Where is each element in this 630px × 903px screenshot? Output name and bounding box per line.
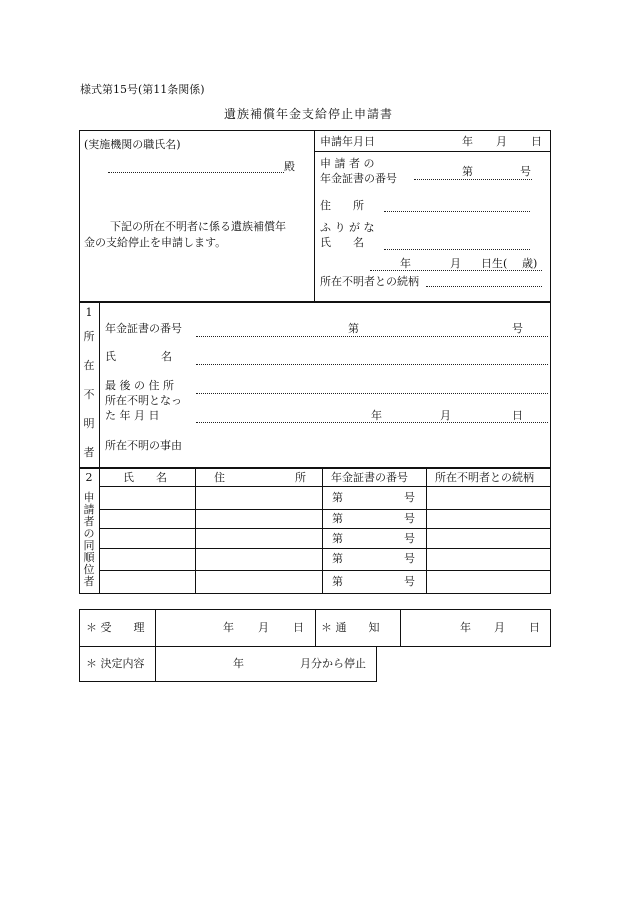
applicants-section-char-1: 申 xyxy=(83,491,95,504)
receipt-year: 年 xyxy=(223,621,234,634)
birth-suffix: 日生( xyxy=(481,257,508,270)
birth-year: 年 xyxy=(400,257,411,270)
missing-section-char-2: 在 xyxy=(83,359,95,372)
application-date-day: 日 xyxy=(531,135,542,148)
top-section xyxy=(79,130,551,302)
furigana-label: ふ り が な xyxy=(320,221,375,234)
relation-field[interactable] xyxy=(426,286,542,287)
missing-cert-field[interactable] xyxy=(196,336,548,337)
missing-name-label: 氏 名 xyxy=(105,350,175,363)
decision-label: ＊ 決定内容 xyxy=(86,657,145,670)
missing-section-char-5: 者 xyxy=(83,446,95,459)
receipt-month: 月 xyxy=(258,621,269,634)
notice-year: 年 xyxy=(460,621,471,634)
col-header-cert: 年金証書の番号 xyxy=(331,471,408,484)
row4-cert-dai: 第 xyxy=(332,552,343,565)
notice-day: 日 xyxy=(529,621,540,634)
missing-name-field[interactable] xyxy=(196,364,548,365)
missing-cert-label: 年金証書の番号 xyxy=(105,322,182,335)
row2-cert-dai: 第 xyxy=(332,512,343,525)
row3-cert-go: 号 xyxy=(404,532,415,545)
col-header-address-left: 住 xyxy=(214,471,225,484)
applicants-section-char-3: 者 xyxy=(83,515,95,528)
missing-date-label-line2: た 年 月 日 xyxy=(105,409,160,422)
missing-date-month: 月 xyxy=(440,409,451,422)
notice-month: 月 xyxy=(494,621,505,634)
age-suffix: 歳) xyxy=(522,257,538,270)
col-header-address-right: 所 xyxy=(295,471,306,484)
top-divider xyxy=(314,130,315,302)
agency-label: (実施機関の職氏名) xyxy=(84,138,181,151)
applicant-cert-label-line1: 申 請 者 の xyxy=(320,157,375,170)
applicant-address-label: 住 所 xyxy=(320,199,364,212)
relation-label: 所在不明者との続柄 xyxy=(320,275,419,288)
birth-date-field[interactable] xyxy=(370,270,542,271)
applicants-section-char-4: の xyxy=(83,527,95,540)
missing-reason-label: 所在不明の事由 xyxy=(105,439,182,452)
applicants-section-char-7: 位 xyxy=(83,563,95,576)
row1-cert-go: 号 xyxy=(404,491,415,504)
applicants-section-char-6: 順 xyxy=(83,551,95,564)
applicant-name-label: 氏 名 xyxy=(320,236,364,249)
application-date-month: 月 xyxy=(496,135,507,148)
missing-cert-dai: 第 xyxy=(348,322,359,335)
birth-month: 月 xyxy=(450,257,461,270)
applicants-section-number: 2 xyxy=(85,471,93,484)
form-number: 様式第15号(第11条関係) xyxy=(80,83,205,96)
row1-cert-dai: 第 xyxy=(332,491,343,504)
decision-year: 年 xyxy=(233,657,244,670)
applicant-cert-label-line2: 年金証書の番号 xyxy=(320,172,397,185)
applicant-address-field[interactable] xyxy=(384,211,530,212)
form-title: 遺族補償年金支給停止申請書 xyxy=(224,107,394,121)
request-text-line2: 金の支給停止を申請します。 xyxy=(84,236,227,249)
applicants-section-char-5: 同 xyxy=(83,539,95,552)
applicant-name-field[interactable] xyxy=(384,249,530,250)
application-date-year: 年 xyxy=(462,135,473,148)
row3-cert-dai: 第 xyxy=(332,532,343,545)
agency-name-field[interactable] xyxy=(108,172,284,173)
row5-cert-dai: 第 xyxy=(332,575,343,588)
missing-date-label-line1: 所在不明となっ xyxy=(105,394,182,407)
row4-cert-go: 号 xyxy=(404,552,415,565)
missing-section-number: 1 xyxy=(85,306,93,319)
decision-stop-month: 月分から停止 xyxy=(300,657,366,670)
receipt-day: 日 xyxy=(293,621,304,634)
notice-label: ＊ 通 知 xyxy=(321,621,380,634)
row2-cert-go: 号 xyxy=(404,512,415,525)
applicant-cert-dai: 第 xyxy=(462,165,473,178)
missing-date-year: 年 xyxy=(371,409,382,422)
applicant-cert-field[interactable] xyxy=(414,179,532,180)
col-header-name: 氏 名 xyxy=(123,471,167,484)
receipt-label: ＊ 受 理 xyxy=(86,621,145,634)
honorific: 殿 xyxy=(284,160,295,173)
applicants-section-char-8: 者 xyxy=(83,575,95,588)
col-header-relation: 所在不明者との続柄 xyxy=(435,471,534,484)
missing-date-day: 日 xyxy=(512,409,523,422)
missing-section-char-1: 所 xyxy=(83,330,95,343)
missing-cert-go: 号 xyxy=(512,322,523,335)
missing-section-char-4: 明 xyxy=(83,417,95,430)
row5-cert-go: 号 xyxy=(404,575,415,588)
last-address-field[interactable] xyxy=(196,393,548,394)
missing-date-field[interactable] xyxy=(196,422,548,423)
application-date-label: 申請年月日 xyxy=(320,135,375,148)
missing-section-char-3: 不 xyxy=(83,388,95,401)
applicant-cert-go: 号 xyxy=(520,165,531,178)
request-text-line1: 下記の所在不明者に係る遺族補償年 xyxy=(110,220,286,233)
last-address-label: 最 後 の 住 所 xyxy=(105,379,174,392)
applicants-section-char-2: 請 xyxy=(83,503,95,516)
